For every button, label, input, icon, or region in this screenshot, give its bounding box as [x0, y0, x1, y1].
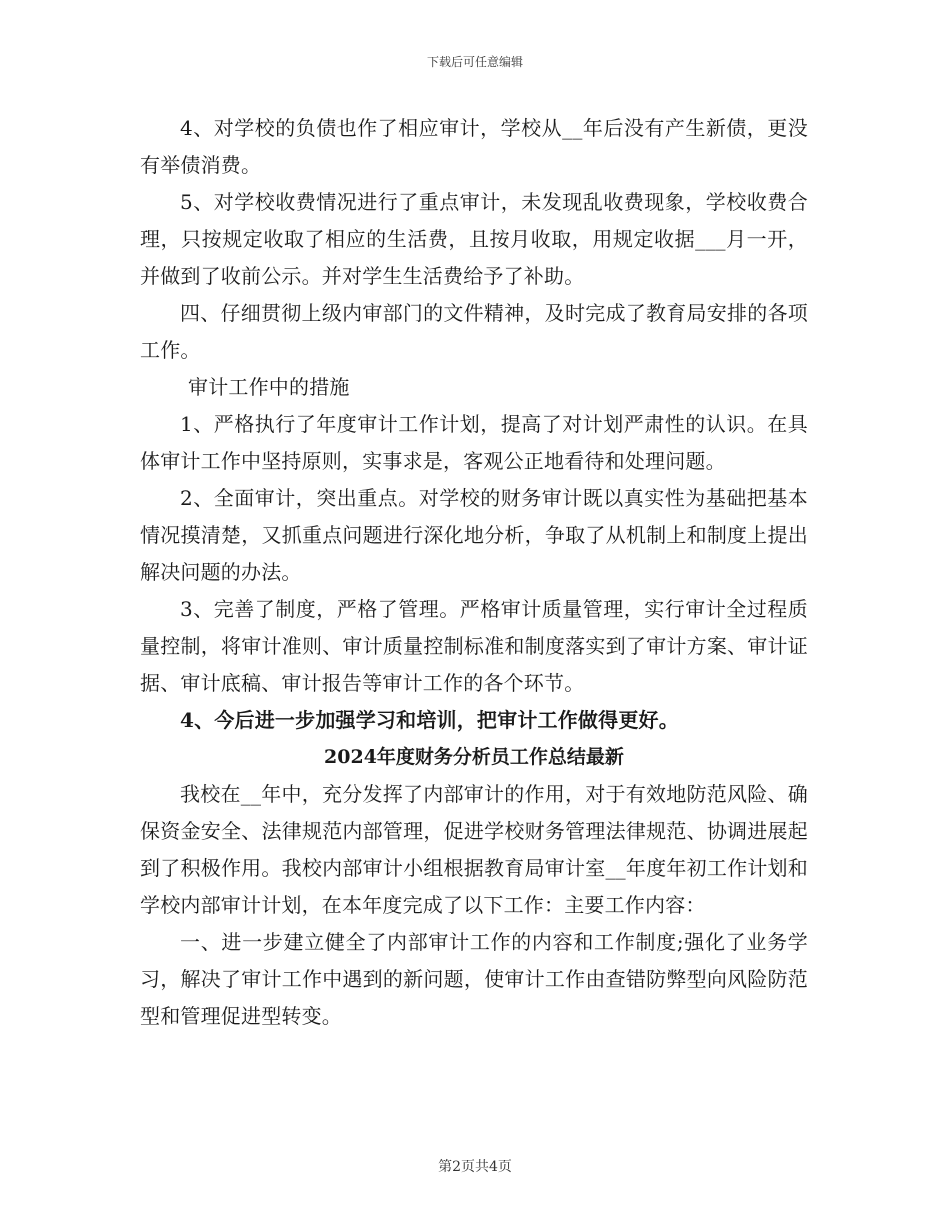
paragraph-intro: 我校在__年中，充分发挥了内部审计的作用，对于有效地防范风险、确保资金安全、法律规范内部管理，促进学校财务管理法律规范、协调进展起到了积极作用。我校内部审计小组根据教育局审计室__年度年初工作计划和学校内部审计计划，在本年度完成了以下工作：主要工作内容： — [140, 782, 808, 917]
paragraph-measure-4-bold: 4、今后进一步加强学习和培训，把审计工作做得更好。 — [180, 708, 679, 732]
paragraph-implement-documents: 四、仔细贯彻上级内审部门的文件精神，及时完成了教育局安排的各项工作。 — [140, 301, 808, 362]
document-body — [140, 110, 808, 1035]
paragraph-debt-audit: 4、对学校的负债也作了相应审计，学校从__年后没有产生新债，更没有举债消费。 — [140, 116, 808, 177]
paragraph-measure-2: 2、全面审计，突出重点。对学校的财务审计既以真实性为基础把基本情况摸清楚，又抓重点问题进行深化地分析，争取了从机制上和制度上提出解决问题的办法。 — [140, 486, 808, 584]
page-footer: 第2页共4页 — [438, 1159, 512, 1175]
section-heading-measures: 审计工作中的措施 — [188, 375, 350, 399]
paragraph-item-1: 一、进一步建立健全了内部审计工作的内容和工作制度;强化了业务学习，解决了审计工作中遇到的新问题，使审计工作由查错防弊型向风险防范型和管理促进型转变。 — [140, 930, 808, 1028]
paragraph-measure-3: 3、完善了制度，严格了管理。严格审计质量管理，实行审计全过程质量控制，将审计准则、审计质量控制标准和制度落实到了审计方案、审计证据、审计底稿、审计报告等审计工作的各个环节。 — [140, 597, 808, 695]
document-title: 2024年度财务分析员工作总结最新 — [324, 746, 624, 768]
paragraph-fee-audit: 5、对学校收费情况进行了重点审计，未发现乱收费现象，学校收费合理，只按规定收取了相应的生活费，且按月收取，用规定收据___月一开，并做到了收前公示。并对学生生活费给予了补助。 — [140, 190, 808, 288]
paragraph-measure-1: 1、严格执行了年度审计工作计划，提高了对计划严肃性的认识。在具体审计工作中坚持原则，实事求是，客观公正地看待和处理问题。 — [140, 412, 808, 473]
page-header: 下载后可任意编辑 — [426, 55, 523, 69]
